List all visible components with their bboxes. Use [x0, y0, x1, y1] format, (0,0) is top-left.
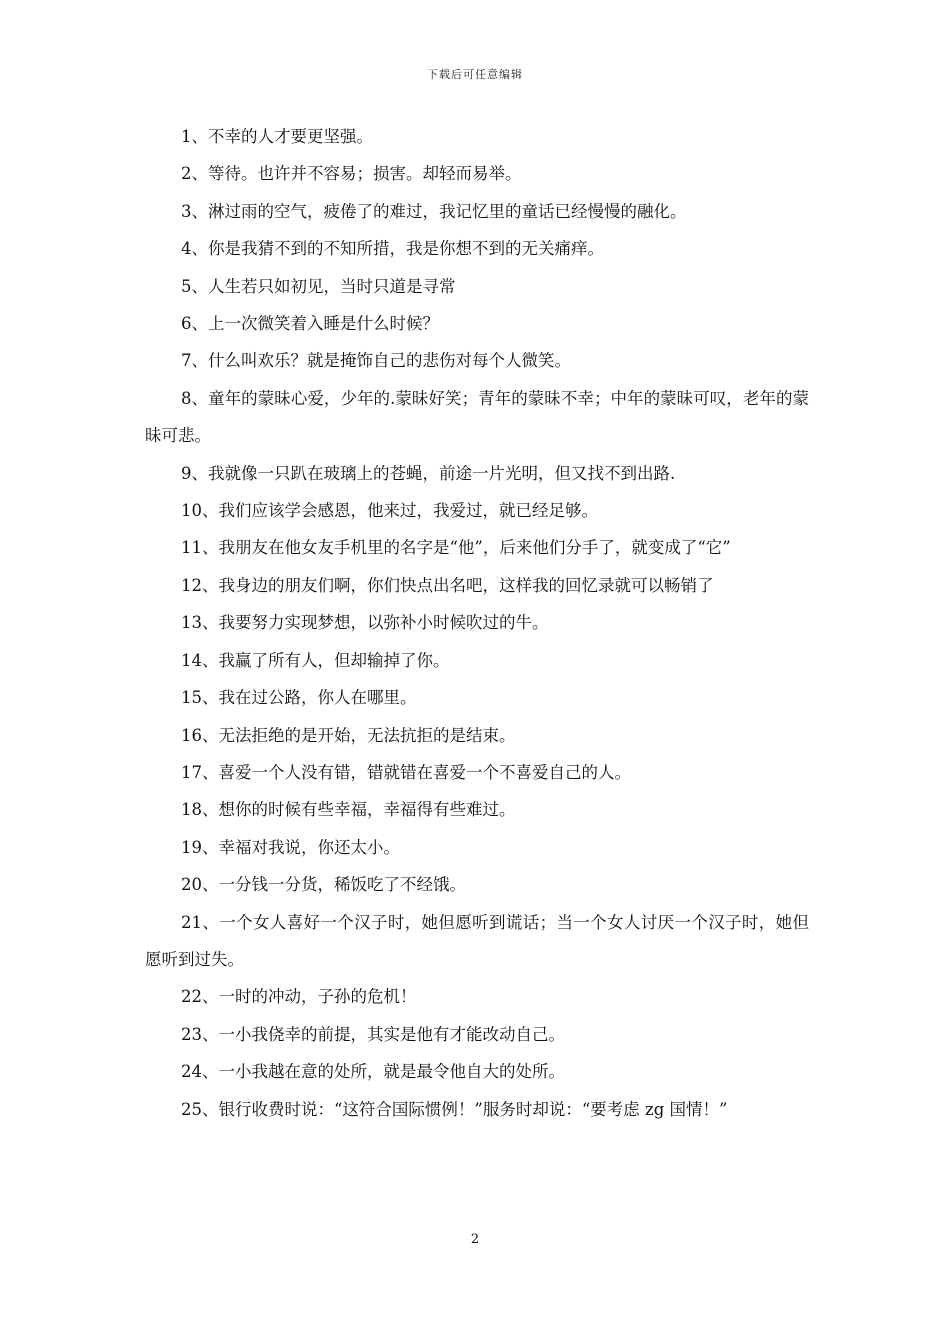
page-header: 下载后可任意编辑: [427, 68, 523, 81]
paragraph: 2、等待。也许并不容易；损害。却轻而易举。: [181, 164, 522, 184]
paragraph: 5、人生若只如初见，当时只道是寻常: [181, 276, 456, 296]
paragraph: 12、我身边的朋友们啊，你们快点出名吧，这样我的回忆录就可以畅销了: [181, 575, 714, 595]
paragraph: 16、无法拒绝的是开始，无法抗拒的是结束。: [181, 725, 516, 745]
paragraph: 10、我们应该学会感恩，他来过，我爱过，就已经足够。: [181, 501, 598, 521]
paragraph: 11、我朋友在他女友手机里的名字是“他”，后来他们分手了，就变成了“它”: [181, 538, 731, 558]
paragraph: 25、银行收费时说：“这符合国际惯例！”服务时却说：“要考虑 zg 国情！”: [181, 1099, 728, 1119]
paragraph: 6、上一次微笑着入睡是什么时候？: [181, 314, 439, 334]
document-body: [145, 118, 809, 1128]
paragraph: 3、淋过雨的空气，疲倦了的难过，我记忆里的童话已经慢慢的融化。: [181, 201, 687, 221]
paragraph: 9、我就像一只趴在玻璃上的苍蝇，前途一片光明，但又找不到出路.: [181, 463, 676, 483]
paragraph: 13、我要努力实现梦想，以弥补小时候吹过的牛。: [181, 613, 549, 633]
paragraph: 4、你是我猜不到的不知所措，我是你想不到的无关痛痒。: [181, 239, 604, 259]
paragraph: 1、不幸的人才要更坚强。: [181, 127, 373, 146]
paragraph: 8、童年的蒙昧心爱，少年的.蒙昧好笑；青年的蒙昧不幸；中年的蒙昧可叹，老年的蒙昧可悲。: [145, 388, 809, 446]
paragraph: 21、一个女人喜好一个汉子时，她但愿听到谎话；当一个女人讨厌一个汉子时，她但愿听到过失。: [145, 912, 809, 969]
paragraph: 7、什么叫欢乐？就是掩饰自己的悲伤对每个人微笑。: [181, 351, 571, 371]
paragraph: 17、喜爱一个人没有错，错就错在喜爱一个不喜爱自己的人。: [181, 762, 631, 782]
paragraph: 18、想你的时候有些幸福，幸福得有些难过。: [181, 800, 516, 820]
paragraph: 15、我在过公路，你人在哪里。: [181, 688, 417, 708]
paragraph: 23、一小我侥幸的前提，其实是他有才能改动自己。: [181, 1024, 565, 1044]
paragraph: 19、幸福对我说，你还太小。: [181, 837, 400, 857]
page-number: 2: [470, 1232, 480, 1247]
paragraph: 22、一时的冲动，子孙的危机！: [181, 987, 417, 1007]
paragraph: 14、我赢了所有人，但却输掉了你。: [181, 650, 450, 670]
paragraph: 24、一小我越在意的处所，就是最令他自大的处所。: [181, 1062, 565, 1082]
paragraph: 20、一分钱一分货，稀饭吃了不经饿。: [181, 875, 466, 895]
